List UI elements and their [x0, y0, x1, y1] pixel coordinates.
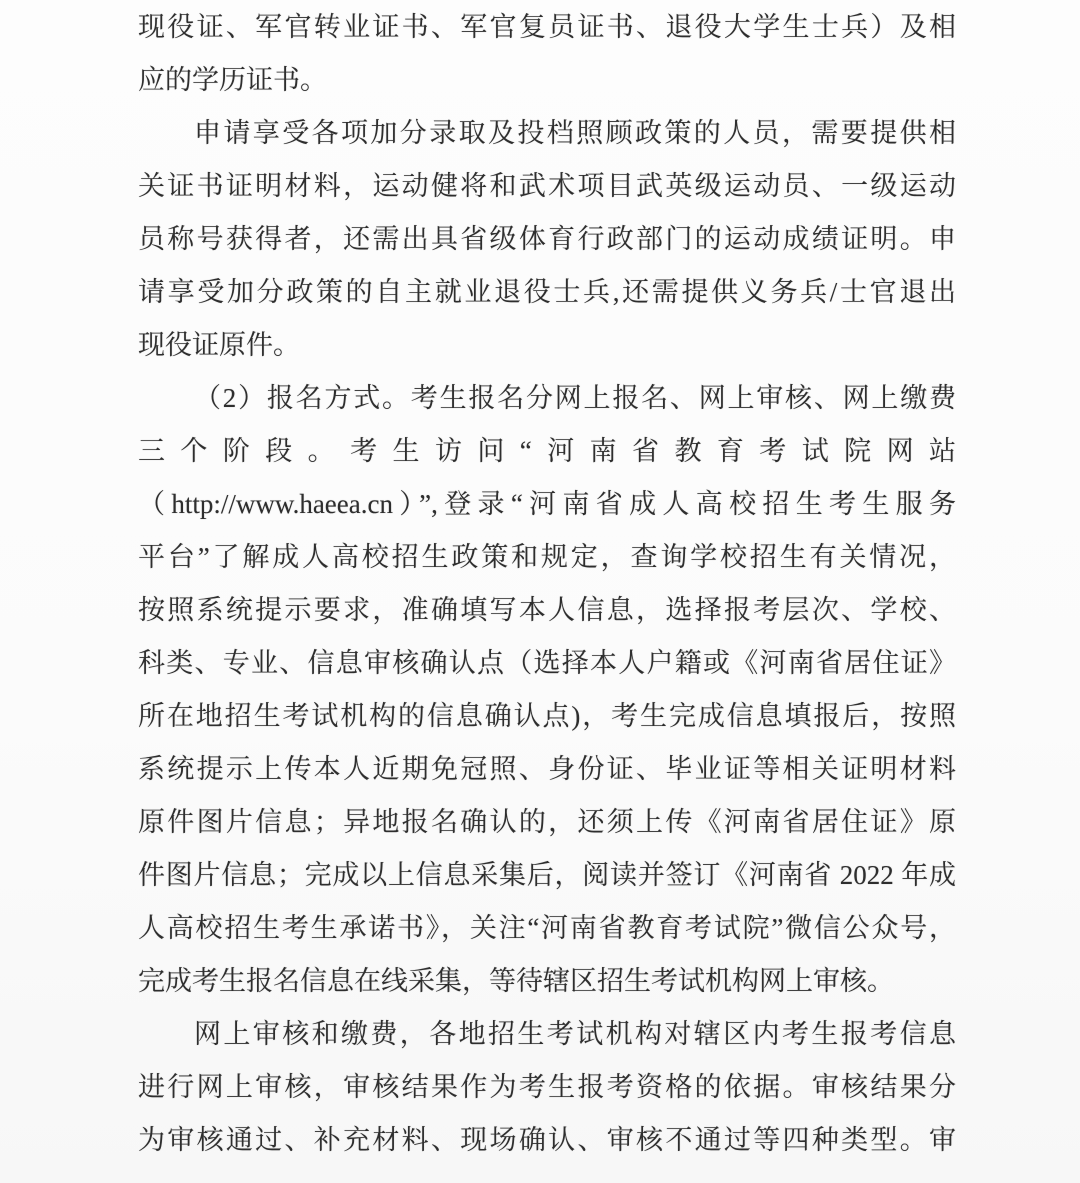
text-line: 请享受加分政策的自主就业退役士兵,还需提供义务兵/士官退出 [138, 277, 956, 307]
text-line: 所在地招生考试机构的信息确认点)，考生完成信息填报后，按照 [138, 701, 956, 731]
text-line: 现役证、军官转业证书、军官复员证书、退役大学生士兵）及相 [138, 12, 956, 42]
document-text-block [138, 1, 956, 1167]
text-line: 进行网上审核，审核结果作为考生报考资格的依据。审核结果分 [138, 1072, 956, 1102]
text-line: 科类、专业、信息审核确认点（选择本人户籍或《河南省居住证》 [138, 648, 956, 678]
text-line: 关证书证明材料，运动健将和武术项目武英级运动员、一级运动 [138, 171, 956, 201]
text-line: 员称号获得者，还需出具省级体育行政部门的运动成绩证明。申 [138, 224, 956, 254]
text-line: 三个阶段。考生访问“河南省教育考试院网站 [138, 436, 956, 466]
text-line: 按照系统提示要求，准确填写本人信息，选择报考层次、学校、 [138, 595, 956, 625]
text-line: （http://www.haeea.cn）”,登录“河南省成人高校招生考生服务 [138, 489, 956, 519]
text-line: 网上审核和缴费，各地招生考试机构对辖区内考生报考信息 [194, 1019, 956, 1049]
text-line: 为审核通过、补充材料、现场确认、审核不通过等四种类型。审 [138, 1125, 956, 1155]
text-line: 应的学历证书。 [138, 65, 327, 95]
text-line: 平台”了解成人高校招生政策和规定，查询学校招生有关情况， [138, 542, 956, 572]
text-line: 申请享受各项加分录取及投档照顾政策的人员，需要提供相 [194, 118, 956, 148]
text-line: 件图片信息；完成以上信息采集后，阅读并签订《河南省 2022 年成 [138, 860, 956, 890]
text-line: 原件图片信息；异地报名确认的，还须上传《河南省居住证》原 [138, 807, 956, 837]
text-line: 人高校招生考生承诺书》，关注“河南省教育考试院”微信公众号， [138, 913, 956, 943]
text-line: 系统提示上传本人近期免冠照、身份证、毕业证等相关证明材料 [138, 754, 956, 784]
text-line: 现役证原件。 [138, 330, 300, 360]
text-line: （2）报名方式。考生报名分网上报名、网上审核、网上缴费 [194, 383, 956, 413]
text-line: 完成考生报名信息在线采集，等待辖区招生考试机构网上审核。 [138, 966, 894, 996]
